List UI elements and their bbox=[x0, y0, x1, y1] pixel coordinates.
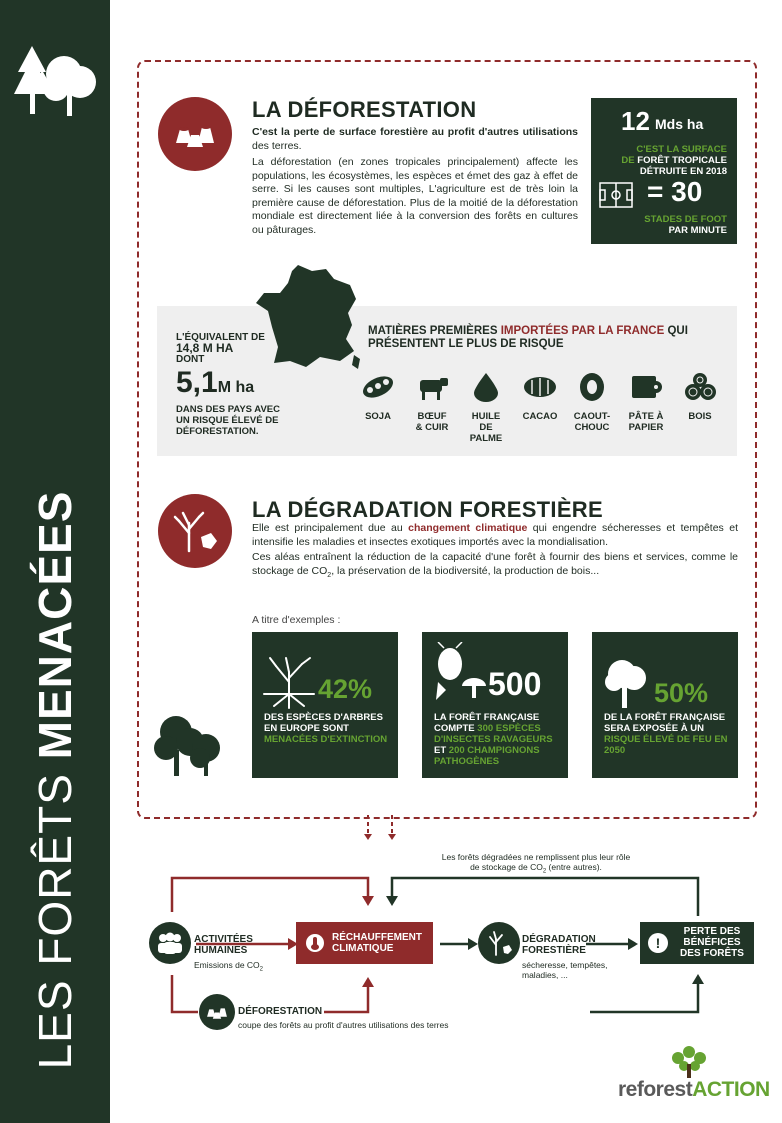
product-cocoa: CACAO bbox=[518, 372, 562, 422]
thermometer-icon bbox=[306, 934, 324, 952]
surface-line4: STADES DE FOOT bbox=[644, 214, 727, 225]
degradation-flow-sub: sécheresse, tempêtes, maladies, ... bbox=[522, 960, 608, 980]
activities-label: ACTIVITÉES HUMAINES bbox=[194, 934, 253, 956]
stat-50-text: DE LA FORÊT FRANÇAISE SERA EXPOSÉE À UN RISQUE ÉLEVÉ DE FEU EN 2050 bbox=[604, 712, 728, 756]
stat-box-50 bbox=[592, 632, 738, 778]
activities-sub: Emissions de $CO_2$ bbox=[194, 960, 264, 973]
degradation-flow-label: DÉGRADATION FORESTIÈRE bbox=[522, 934, 596, 956]
degradation-circle bbox=[158, 494, 232, 568]
stat-500-text: LA FORÊT FRANÇAISE COMPTE 300 ESPÈCES D'INSECTES RAVAGEURS ET 200 CHAMPIGNONS PATHOGÈNES bbox=[434, 712, 553, 767]
logs-icon bbox=[682, 372, 718, 402]
examples-label: A titre d'exemples : bbox=[252, 614, 341, 626]
degradation-text: Elle est principalement due au changement climatique qui engendre sécheresses et tempêtes et intensifie les maladies et insectes exotiques importés avec la mondialisation. Ces aléas entraînent la réduction de la capacité d'une forêt à fournir des biens et services, comme le stockage de $CO_2$, la préservation de la biodiversité, la production de bois... bbox=[252, 522, 738, 579]
surface-line5: PAR MINUTE bbox=[668, 225, 727, 236]
imports-heading: MATIÈRES PREMIÈRES IMPORTÉES PAR LA FRANCE QUI PRÉSENTENT LE PLUS DE RISQUE bbox=[368, 325, 688, 350]
warming-box bbox=[296, 922, 433, 964]
product-wood: BOIS bbox=[678, 372, 722, 422]
product-rubber: CAOUT- CHOUC bbox=[568, 372, 616, 433]
surface-line1: C'EST LA SURFACE bbox=[636, 144, 727, 155]
vertical-title: LES FORÊTS MENACÉES bbox=[29, 490, 81, 1070]
stat-box-42 bbox=[252, 632, 398, 778]
stat-50-value: 50% bbox=[654, 678, 709, 708]
reforest-action-logo-icon bbox=[668, 1044, 710, 1080]
people-icon bbox=[156, 932, 184, 954]
deforestation-text: C'est la perte de surface forestière au profit d'autres utilisations des terres. La déforestation (en zones tropicales principalement) affecte les populations, les écosystèmes, les espèces et émet des gaz à effet de serre. Si les causes sont multiples, L'agriculture est de très loin la première cause de déforestation. Plus de la moitié de la déforestation mondiale est directement liée à la conversion des forêts en cultures ou pâturages. bbox=[252, 126, 578, 236]
deforestation-circle bbox=[158, 97, 232, 171]
stat-42-value: 42% bbox=[318, 674, 373, 704]
dead-tree-roots-icon bbox=[260, 654, 318, 710]
warning-icon: ! bbox=[648, 933, 668, 953]
tire-icon bbox=[574, 372, 610, 402]
stat-500-value: 500 bbox=[488, 666, 542, 702]
soy-icon bbox=[360, 372, 396, 402]
flow-note: Les forêts dégradées ne remplissent plus leur rôle de stockage de $CO_2$ (entre autres). bbox=[441, 852, 631, 875]
loss-box bbox=[640, 922, 754, 964]
degradation-title: LA DÉGRADATION FORESTIÈRE bbox=[252, 497, 603, 522]
deforestation-title: LA DÉFORESTATION bbox=[252, 97, 477, 122]
deforestation-flow-circle bbox=[199, 994, 235, 1030]
surface-line3: DÉTRUITE EN 2018 bbox=[639, 166, 727, 177]
france-map-icon bbox=[254, 263, 362, 371]
cow-icon bbox=[414, 372, 450, 402]
deforestation-flow-label: DÉFORESTATION bbox=[238, 1006, 323, 1017]
paper-roll-icon bbox=[628, 372, 664, 402]
product-paper: PÂTE À PAPIER bbox=[622, 372, 670, 433]
stumps-small-icon bbox=[205, 1003, 229, 1021]
stat-42-text: DES ESPÈCES D'ARBRES EN EUROPE SONT MENACÉES D'EXTINCTION bbox=[264, 712, 388, 745]
product-soy: SOJA bbox=[356, 372, 400, 422]
surface-line2: FORÊT TROPICALE bbox=[637, 155, 727, 166]
tree-fire-icon bbox=[602, 656, 652, 710]
trees-icon bbox=[154, 714, 224, 778]
warming-label: RÉCHAUFFEMENT CLIMATIQUE bbox=[332, 932, 422, 954]
insect-mushroom-icon bbox=[430, 642, 486, 702]
risk-value: 5,1M ha bbox=[176, 366, 255, 399]
stat-box-500 bbox=[422, 632, 568, 778]
sidebar bbox=[0, 0, 110, 1123]
risk-text: DANS DES PAYS AVEC UN RISQUE ÉLEVÉ DE DÉFORESTATION. bbox=[176, 404, 280, 437]
surface-box: 12 Mds ha C'EST LA SURFACE DE FORÊT TROPICALE DÉTRUITE EN 2018 = 30 STADES DE FOOT PAR MINUTE bbox=[591, 98, 737, 244]
dead-tree-small-icon bbox=[485, 929, 513, 957]
surface-unit: Mds ha bbox=[655, 116, 704, 132]
surface-value: 12 bbox=[621, 106, 650, 136]
cocoa-icon bbox=[522, 372, 558, 402]
stumps-icon bbox=[172, 119, 218, 149]
deforestation-flow-sub: coupe des forêts au profit d'autres utilisations des terres bbox=[238, 1020, 449, 1030]
football-field-icon bbox=[599, 182, 633, 208]
product-beef: BŒUF & CUIR bbox=[408, 372, 456, 433]
equiv-text: L'ÉQUIVALENT DE 14,8 M HA DONT bbox=[176, 332, 265, 365]
product-palm-oil: HUILE DE PALME bbox=[462, 372, 510, 444]
loss-label: PERTE DES BÉNÉFICES DES FORÊTS bbox=[680, 926, 744, 959]
forest-logo-icon bbox=[12, 42, 98, 120]
oil-drop-icon bbox=[468, 372, 504, 402]
degradation-flow-circle bbox=[478, 922, 520, 964]
activities-circle bbox=[149, 922, 191, 964]
reforest-action-logo: reforestACTION bbox=[618, 1078, 770, 1101]
dead-tree-icon bbox=[171, 507, 219, 555]
equals-30: = 30 bbox=[647, 176, 703, 207]
